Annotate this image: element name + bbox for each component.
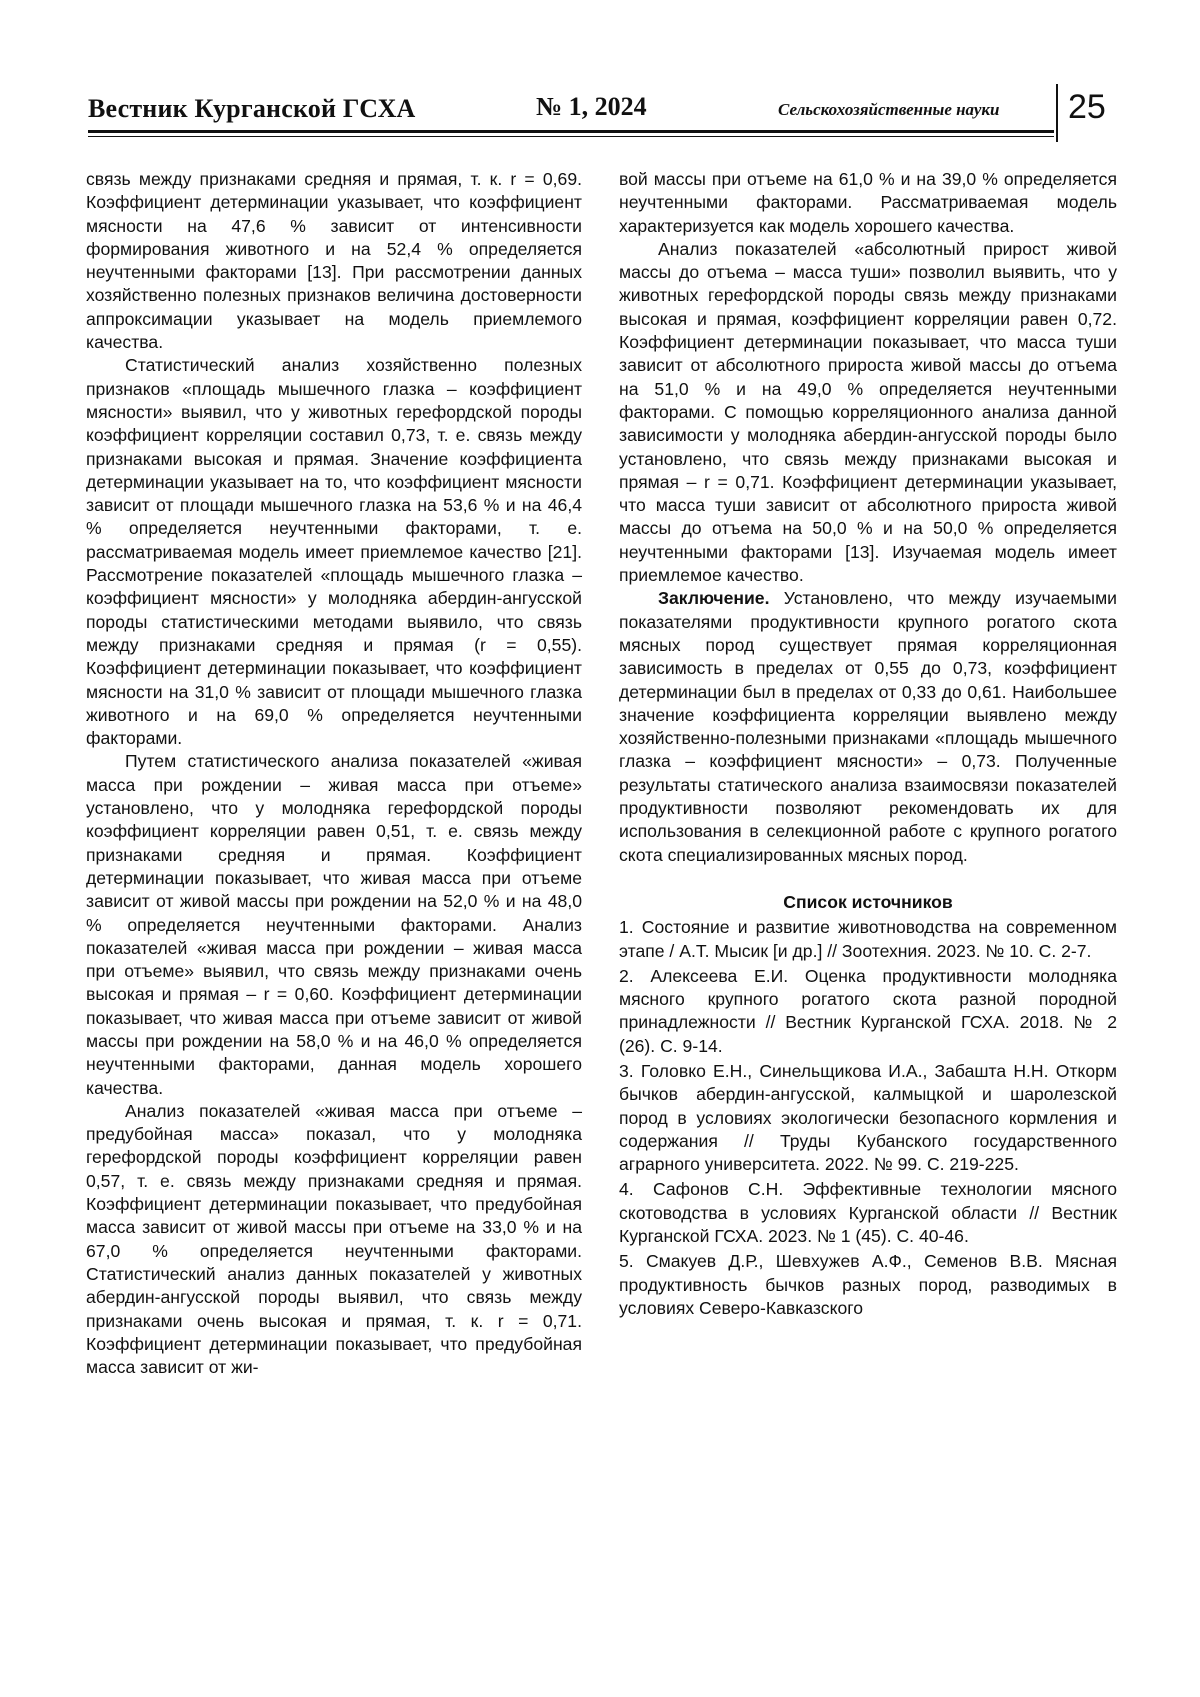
reference-item: 5. Смакуев Д.Р., Шевхужев А.Ф., Семенов В.В. Мясная продуктивность бычков разных пород, разводимых в условиях Северо-Кавказского <box>619 1251 1117 1318</box>
page-number: 25 <box>1068 88 1106 126</box>
paragraph: Анализ показателей «абсолютный прирост живой массы до отъема – масса туши» позволил выявить, что у животных герефордской породы связь между признаками высокая и прямая, коэффициент корреляции равен 0,72. Коэффициент детерминации показывает, что масса туши зависит от абсолютного прироста живой массы до отъема на 51,0 % и на 49,0 % определяется неучтенными факторами. С помощью корреляционного анализа данной зависимости у молодняка абердин-ангусской породы было установлено, что связь между признаками высокая и прямая – r = 0,71. Коэффициент детерминации указывает, что масса туши зависит от абсолютного прироста живой массы до отъема на 50,0 % и на 50,0 % определяется неучтенными факторами [13]. Изучаемая модель имеет приемлемое качество. <box>619 238 1117 586</box>
header-rule-thick <box>88 130 1054 133</box>
paragraph: Путем статистического анализа показателей «живая масса при рождении – живая масса при отъеме» установлено, что у молодняка герефордской породы коэффициент корреляции равен 0,51, т. е. связь между признаками средняя и прямая. Коэффициент детерминации показывает, что живая масса при отъеме зависит от живой массы при рождении на 52,0 % и на 48,0 % определяется неучтенными факторами. Анализ показателей «живая масса при рождении – живая масса при отъеме» выявил, что связь между признаками очень высокая и прямая – r = 0,60. Коэффициент детерминации показывает, что живая масса при отъеме зависит от живой массы при рождении на 58,0 % и на 46,0 % определяется неучтенными факторами, данная модель хорошего качества. <box>86 751 582 1098</box>
conclusion-text: Установлено, что между изучаемыми показателями продуктивности крупного рогатого скота мясных пород существует прямая корреляционная зависимость в пределах от 0,55 до 0,73, коэффициент детерминации был в пределах от 0,33 до 0,61. Наибольшее значение коэффициента корреляции выявлено между хозяйственно-полезными признаками «площадь мышечного глазка – коэффициент мясности» – 0,73. Полученные результаты статического анализа взаимосвязи показателей продуктивности позволяют рекомендовать их для использования в селекционной работе с крупного рогатого скота специализированных мясных пород. <box>619 588 1117 865</box>
journal-title: Вестник Курганской ГСХА <box>88 94 416 123</box>
reference-item: 4. Сафонов С.Н. Эффективные технологии мясного скотоводства в условиях Курганской области // Вестник Курганской ГСХА. 2023. № 1 (45). С. 40-46. <box>619 1179 1117 1247</box>
paragraph: Статистический анализ хозяйственно полезных признаков «площадь мышечного глазка – коэффициент мясности» выявил, что у животных герефордской породы коэффициент корреляции составил 0,73, т. е. связь между признаками высокая и прямая. Значение коэффициента детерминации указывает на то, что коэффициент мясности зависит от площади мышечного глазка на 53,6 % и на 46,4 % определяется неучтенными факторами, т. е. рассматриваемая модель имеет приемлемое качество [21]. Рассмотрение показателей «площадь мышечного глазка – коэффициент мясности» у молодняка абердин-ангусской породы статистическими методами выявило, что связь между признаками средняя и прямая (r = 0,55). Коэффициент детерминации показывает, что коэффициент мясности на 31,0 % зависит от площади мышечного глазка животного и на 69,0 % определяется неучтенными факторами. <box>86 355 582 749</box>
left-column <box>86 168 582 1379</box>
issue-number: № 1, 2024 <box>536 92 647 121</box>
header-vertical-rule <box>1056 84 1058 142</box>
reference-item: 3. Головко Е.Н., Синельщикова И.А., Забашта Н.Н. Откорм бычков абердин-ангусской, калмыцкой и шаролезской пород в условиях экологически безопасного кормления и содержания // Труды Кубанского государственного аграрного университета. 2022. № 99. С. 219-225. <box>619 1060 1117 1175</box>
paragraph: Анализ показателей «живая масса при отъеме – предубойная масса» показал, что у молодняка герефордской породы коэффициент корреляции равен 0,57, т. е. связь между признаками средняя и прямая. Коэффициент детерминации показывает, что предубойная масса зависит от живой массы при отъеме на 33,0 % и на 67,0 % определяется неучтенными факторами. Статистический анализ данных показателей у животных абердин-ангусской породы выявил, что связь между признаками очень высокая и прямая, т. к. r = 0,71. Коэффициент детерминации показывает, что предубойная масса зависит от жи- <box>86 1100 582 1378</box>
paragraph: вой массы при отъеме на 61,0 % и на 39,0 % определяется неучтенными факторами. Рассматриваемая модель характеризуется как модель хорошего качества. <box>619 169 1117 236</box>
reference-item: 2. Алексеева Е.И. Оценка продуктивности молодняка мясного крупного рогатого скота разной породной принадлежности // Вестник Курганской ГСХА. 2018. № 2 (26). С. 9-14. <box>619 965 1117 1056</box>
paragraph: связь между признаками средняя и прямая, т. к. r = 0,69. Коэффициент детерминации указывает, что коэффициент мясности на 47,6 % зависит от интенсивности формирования животного и на 52,4 % определяется неучтенными факторами [13]. При рассмотрении данных хозяйственно полезных признаков величина достоверности аппроксимации указывает на модель приемлемого качества. <box>86 169 582 353</box>
header-rule-thin <box>88 136 1054 137</box>
conclusion-paragraph <box>619 587 1117 867</box>
section-title: Сельскохозяйственные науки <box>778 100 1000 119</box>
right-column <box>619 168 1117 1320</box>
conclusion-label: Заключение. <box>658 588 770 609</box>
references-heading: Список источников <box>783 891 953 912</box>
reference-item: 1. Состояние и развитие животноводства на современном этапе / А.Т. Мысик [и др.] // Зоотехния. 2023. № 10. С. 2-7. <box>619 917 1117 961</box>
page-header <box>88 84 1110 134</box>
